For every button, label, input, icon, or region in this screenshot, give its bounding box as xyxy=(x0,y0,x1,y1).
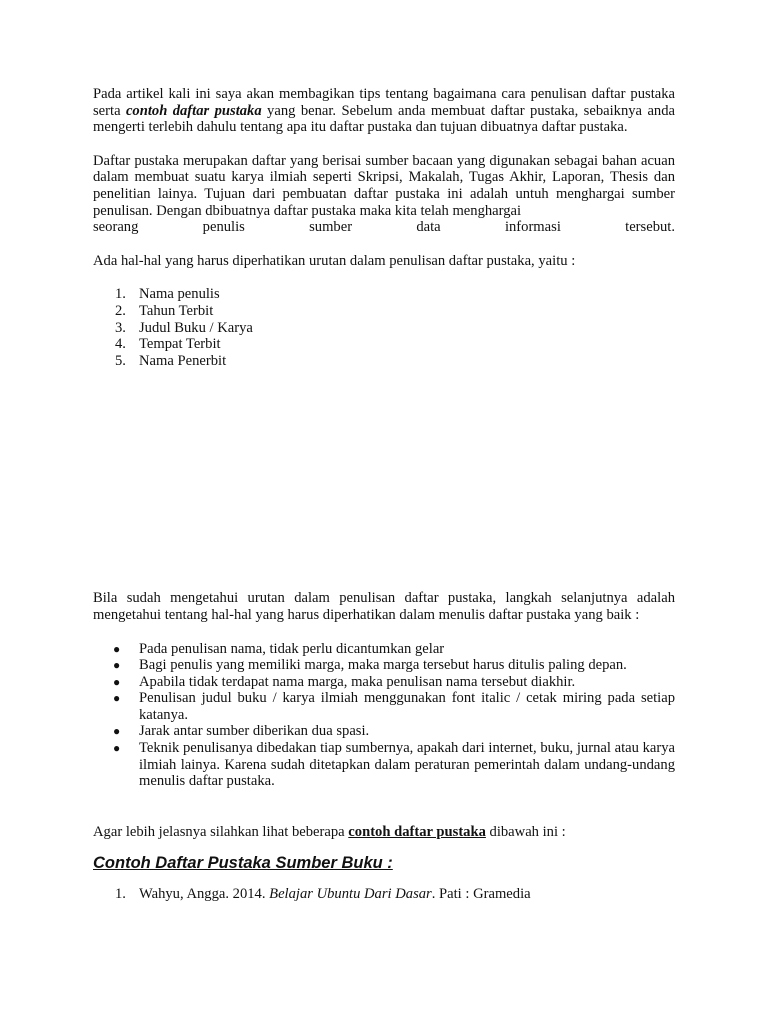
list-number: 1. xyxy=(115,286,126,303)
list-item xyxy=(93,641,675,658)
list-item xyxy=(93,320,675,337)
order-list xyxy=(93,286,675,369)
tips-intro: Bila sudah mengetahui urutan dalam penulisan daftar pustaka, langkah selanjutnya adalah mengetahui tentang hal-hal yang harus diperhatikan dalam menulis daftar pustaka yang baik : xyxy=(93,590,675,623)
list-number: 3. xyxy=(115,319,126,336)
list-item-text: Teknik penulisanya dibedakan tiap sumbernya, apakah dari internet, buku, jurnal atau karya ilmiah lainya. Karena sudah ditetapkan dalam peraturan pemerintah dalam undang-undang menulis daftar pustaka. xyxy=(139,740,675,790)
list-item-text: Nama penulis xyxy=(139,286,220,303)
list-item xyxy=(93,674,675,691)
example-list xyxy=(93,886,675,903)
list-item xyxy=(93,353,675,370)
document-page xyxy=(93,86,675,903)
list-item xyxy=(93,886,675,903)
list-item-text: Penulisan judul buku / karya ilmiah menggunakan font italic / cetak miring pada setiap katanya. xyxy=(139,690,675,723)
list-item xyxy=(93,286,675,303)
list-item xyxy=(93,690,675,723)
intro-text-part2: yang benar. Sebelum anda membuat daftar pustaka, sebaiknya anda mengerti terlebih dahulu tentang apa itu daftar pustaka dan tujuan dibuatnya daftar pustaka. xyxy=(93,102,675,136)
list-item-text: Nama Penerbit xyxy=(139,352,227,369)
bullet-icon: ● xyxy=(113,741,121,756)
examples-intro-before: Agar lebih jelasnya silahkan lihat beberapa xyxy=(93,823,349,840)
definition-paragraph xyxy=(93,153,675,219)
order-intro: Ada hal-hal yang harus diperhatikan urutan dalam penulisan daftar pustaka, yaitu : xyxy=(93,252,576,269)
example-title: Belajar Ubuntu Dari Dasar xyxy=(269,886,432,903)
examples-link[interactable]: contoh daftar pustaka xyxy=(348,823,486,840)
list-item-text: Apabila tidak terdapat nama marga, maka penulisan nama tersebut diakhir. xyxy=(139,673,576,690)
bullet-icon: ● xyxy=(113,674,121,689)
list-number: 2. xyxy=(115,302,126,319)
bullet-icon: ● xyxy=(113,724,121,739)
intro-emphasis: contoh daftar pustaka xyxy=(125,102,262,119)
list-item-text: Tempat Terbit xyxy=(139,336,221,353)
examples-intro-after: dibawah ini : xyxy=(485,823,566,840)
example-author: Wahyu, Angga. 2014. xyxy=(139,886,270,903)
bullet-icon: ● xyxy=(113,658,121,673)
list-item-text: Pada penulisan nama, tidak perlu dicantumkan gelar xyxy=(139,640,445,657)
list-item xyxy=(93,740,675,790)
list-item-text: Tahun Terbit xyxy=(139,302,214,319)
bullet-icon: ● xyxy=(113,641,121,656)
intro-paragraph xyxy=(93,86,675,136)
example-publisher: . Pati : Gramedia xyxy=(431,886,531,903)
list-item xyxy=(93,657,675,674)
examples-intro xyxy=(93,824,675,841)
list-item xyxy=(93,336,675,353)
list-item xyxy=(93,303,675,320)
intro-text-part1: Pada artikel kali ini saya akan membagikan tips tentang bagaimana cara penulisan daftar pustaka serta xyxy=(93,86,675,119)
definition-last-line: seorang penulis sumber data informasi tersebut. xyxy=(93,219,675,236)
section-heading: Contoh Daftar Pustaka Sumber Buku : xyxy=(93,854,393,873)
definition-body: Daftar pustaka merupakan daftar yang berisai sumber bacaan yang digunakan sebagai bahan acuan dalam membuat suatu karya ilmiah seperti Skripsi, Makalah, Tugas Akhir, Laporan, Thesis dan penelitian lainya. Tujuan dari pembuatan daftar pustaka ini adalah untuh menghargai sumber penulisan. Dengan dbibuatnya daftar pustaka maka kita telah menghargai xyxy=(93,152,675,219)
list-item xyxy=(93,723,675,740)
list-item-text: Judul Buku / Karya xyxy=(139,319,253,336)
list-number: 4. xyxy=(115,336,126,353)
list-number: 1. xyxy=(115,886,126,903)
tips-list xyxy=(93,641,675,790)
bullet-icon: ● xyxy=(113,691,121,706)
list-number: 5. xyxy=(115,352,126,369)
list-item-text: Bagi penulis yang memiliki marga, maka marga tersebut harus ditulis paling depan. xyxy=(139,657,627,674)
list-item-text: Jarak antar sumber diberikan dua spasi. xyxy=(139,723,370,740)
